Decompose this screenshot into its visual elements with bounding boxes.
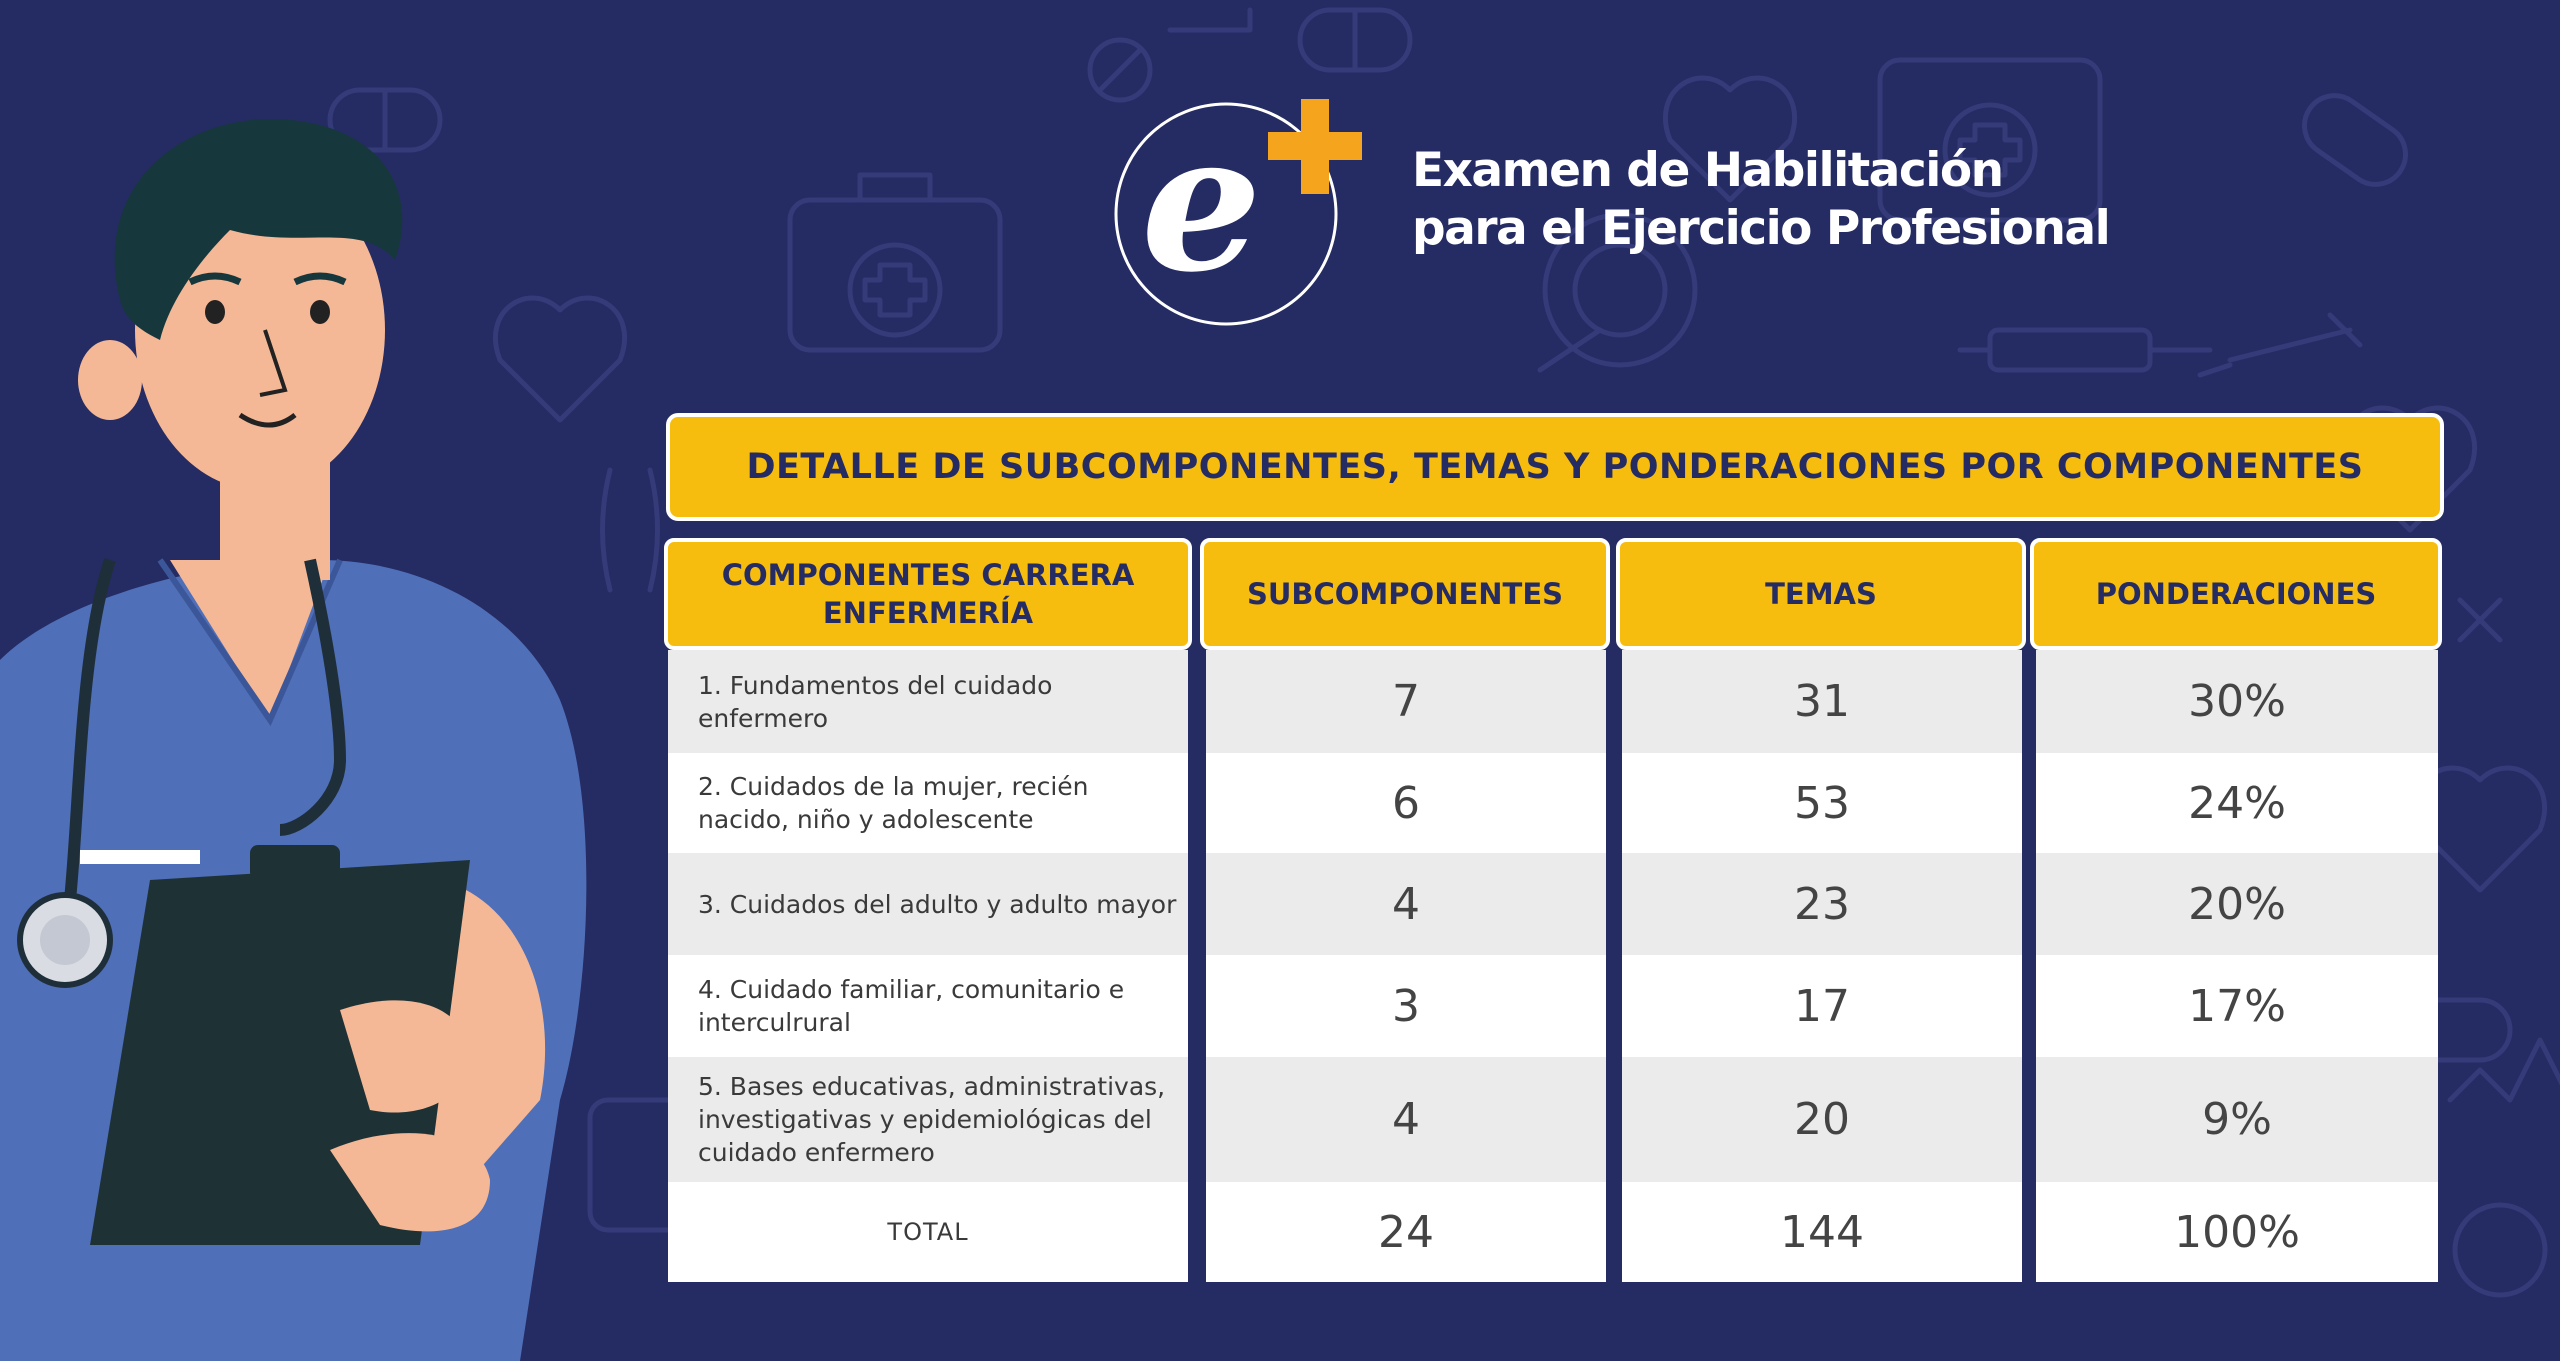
header-label: TEMAS bbox=[1765, 577, 1877, 611]
table-cell-pond: 9% bbox=[2036, 1057, 2438, 1182]
logo-plus-icon bbox=[1268, 99, 1362, 194]
component-text: 3. Cuidados del adulto y adulto mayor bbox=[698, 889, 1177, 919]
header-label: PONDERACIONES bbox=[2095, 577, 2377, 611]
column-temas bbox=[1622, 650, 2022, 1282]
table-cell-sub: 4 bbox=[1206, 1057, 1606, 1182]
header-componentes bbox=[664, 538, 1192, 650]
table-cell-pond: 17% bbox=[2188, 980, 2286, 1032]
table-cell-pond: 24% bbox=[2188, 777, 2286, 829]
table-cell-sub-total: 24 bbox=[1378, 1206, 1434, 1258]
header-ponderaciones bbox=[2030, 538, 2442, 650]
header-label: SUBCOMPONENTES bbox=[1246, 577, 1564, 611]
column-componentes bbox=[668, 650, 1188, 1282]
table-cell-temas: 53 bbox=[1794, 777, 1850, 829]
header-label: COMPONENTES CARRERA bbox=[721, 558, 1135, 592]
table-cell-component bbox=[668, 955, 1188, 1057]
table-cell-sub: 4 bbox=[1206, 853, 1606, 955]
table-cell-temas: 17 bbox=[1794, 980, 1850, 1032]
component-text: cuidado enfermero bbox=[698, 1138, 935, 1167]
nurse-illustration bbox=[0, 100, 620, 1361]
header-subcomponentes bbox=[1200, 538, 1610, 650]
logo-icon bbox=[1096, 74, 1376, 329]
component-text: nacido, niño y adolescente bbox=[698, 805, 1034, 834]
table-cell-pond: 20% bbox=[2036, 853, 2438, 955]
component-text: 4. Cuidado familiar, comunitario e bbox=[698, 975, 1125, 1004]
table-cell-component bbox=[668, 1057, 1188, 1182]
table-cell-temas: 20 bbox=[1622, 1057, 2022, 1182]
table-cell-temas: 31 bbox=[1622, 650, 2022, 753]
logo-title-line2: para el Ejercicio Profesional bbox=[1412, 201, 2110, 256]
column-subcomponentes bbox=[1206, 650, 1606, 1282]
table-cell-pond: 30% bbox=[2036, 650, 2438, 753]
header-label: ENFERMERÍA bbox=[822, 596, 1034, 630]
table-cell-sub: 3 bbox=[1392, 980, 1420, 1032]
svg-text:e: e bbox=[1141, 91, 1262, 314]
table-cell-temas: 23 bbox=[1622, 853, 2022, 955]
table-cell-temas-total: 144 bbox=[1780, 1206, 1864, 1258]
logo-title bbox=[1412, 142, 2109, 258]
table-cell-total-label bbox=[668, 1182, 1188, 1282]
table-cell-component bbox=[668, 650, 1188, 753]
table-cell-component bbox=[668, 753, 1188, 853]
component-text: investigativas y epidemiológicas del bbox=[698, 1105, 1152, 1134]
component-text: interculrural bbox=[698, 1008, 851, 1037]
column-ponderaciones bbox=[2036, 650, 2438, 1282]
header-temas bbox=[1616, 538, 2026, 650]
total-label: TOTAL bbox=[887, 1218, 969, 1246]
component-text: 1. Fundamentos del cuidado enfermero bbox=[698, 670, 1053, 733]
component-text: 2. Cuidados de la mujer, recién bbox=[698, 772, 1089, 801]
component-text: 5. Bases educativas, administrativas, bbox=[698, 1072, 1166, 1101]
table-cell-sub: 6 bbox=[1392, 777, 1420, 829]
table-title: DETALLE DE SUBCOMPONENTES, TEMAS Y PONDERACIONES POR COMPONENTES bbox=[746, 447, 2364, 487]
table-title-banner bbox=[666, 413, 2444, 521]
logo-title-line1: Examen de Habilitación bbox=[1412, 143, 2003, 198]
table-cell-pond-total: 100% bbox=[2174, 1206, 2300, 1258]
table-cell-sub: 7 bbox=[1206, 650, 1606, 753]
table-cell-component bbox=[668, 853, 1188, 955]
